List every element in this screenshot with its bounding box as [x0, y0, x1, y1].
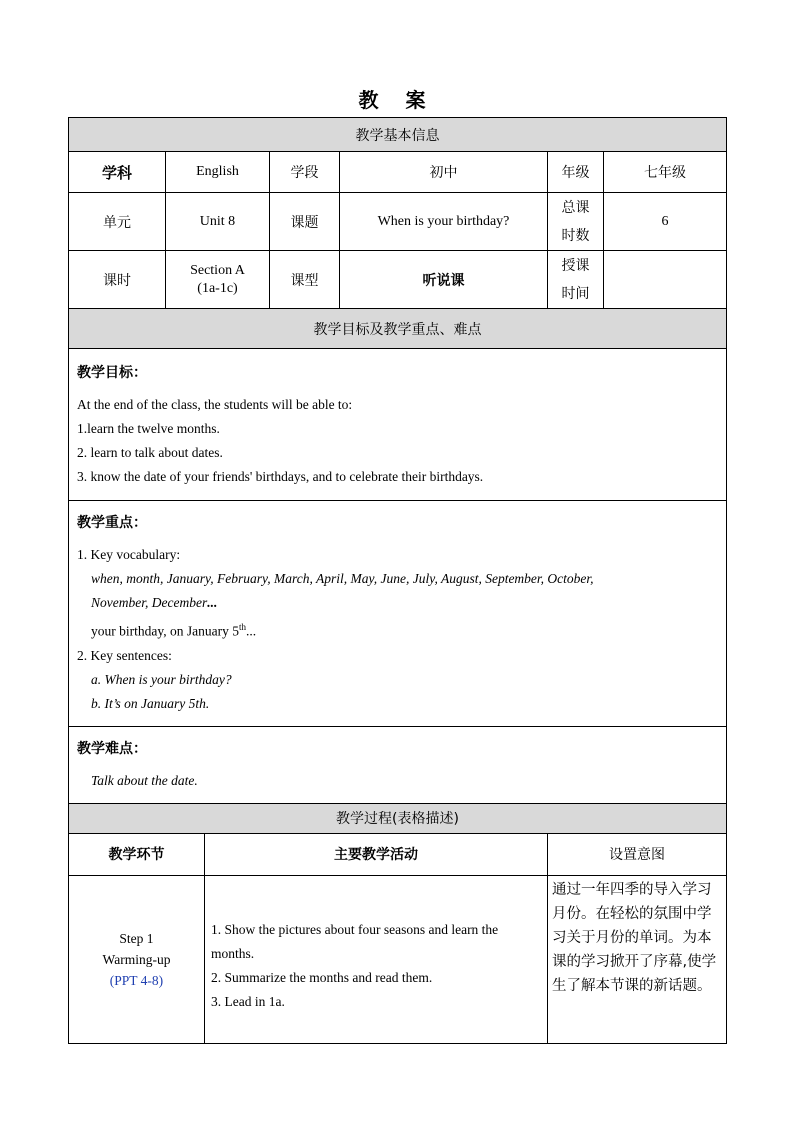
teach-time-label-line1: 授课 — [561, 257, 590, 274]
table-row — [69, 875, 727, 1043]
objectives-cell — [69, 349, 727, 501]
basic-info-header: 教学基本信息 — [69, 118, 727, 152]
total-hours-label-line1: 总课 — [561, 199, 590, 216]
lesson-value-line1: Section A — [190, 262, 245, 278]
col-step-header: 教学环节 — [69, 833, 205, 875]
key-vocab-line — [77, 615, 718, 644]
intent-cell — [548, 875, 727, 1043]
objectives-label: 教学目标： — [77, 365, 147, 381]
lesson-label: 课时 — [69, 251, 166, 309]
grade-label: 年级 — [548, 152, 604, 193]
activity-line: 2. Summarize the months and read them. — [211, 970, 433, 985]
subject-value: English — [166, 152, 270, 193]
teach-time-label — [548, 251, 604, 309]
step-number: Step 1 — [119, 930, 154, 946]
objective-line: At the end of the class, the students will be able to: — [77, 397, 353, 412]
goals-header: 教学目标及教学重点、难点 — [69, 309, 727, 349]
key-vocab-line: when, month, January, February, March, April, May, June, July, August, September, October, — [91, 571, 594, 586]
total-hours-label-line2: 时数 — [561, 227, 590, 244]
step-cell — [69, 875, 205, 1043]
key-vocab-line — [77, 591, 718, 615]
stage-label: 学段 — [270, 152, 340, 193]
difficulty-label: 教学难点： — [77, 740, 147, 757]
unit-value: Unit 8 — [166, 193, 270, 251]
key-vocab-ellipsis: ... — [245, 623, 257, 639]
subject-label: 学科 — [69, 152, 166, 193]
total-hours-label — [548, 193, 604, 251]
key-sentence: b. It’s on January 5th. — [91, 695, 210, 711]
objective-line: 2. learn to talk about dates. — [77, 445, 223, 460]
document-title: 教 案 — [358, 88, 436, 112]
teach-time-value — [604, 251, 727, 309]
objective-line: 3. know the date of your friends' birthdays, and to celebrate their birthdays. — [77, 469, 484, 484]
activity-line: 1. Show the pictures about four seasons and learn the months. — [211, 922, 499, 961]
key-vocab-superscript: th — [238, 622, 246, 632]
lesson-plan-table — [68, 117, 727, 1044]
total-hours-value: 6 — [604, 193, 727, 251]
unit-label: 单元 — [69, 193, 166, 251]
intent-text: 通过一年四季的导入学习月份。在轻松的氛围中学习关于月份的单词。为本课的学习掀开了序幕,使学生了解本节课的新话题。 — [552, 881, 717, 994]
key-sentences-title: 2. Key sentences: — [77, 647, 172, 663]
objective-line: 1.learn the twelve months. — [77, 421, 220, 436]
key-vocab-text: your birthday, on January 5 — [91, 623, 239, 639]
lesson-type-value: 听说课 — [340, 251, 548, 309]
key-sentence: a. When is your birthday? — [91, 671, 232, 687]
lesson-value — [166, 251, 270, 309]
activity-line: 3. Lead in 1a. — [211, 994, 285, 1009]
difficulty-cell — [69, 726, 727, 803]
teach-time-label-line2: 时间 — [561, 285, 590, 302]
key-points-cell — [69, 501, 727, 727]
key-points-label: 教学重点： — [77, 515, 147, 531]
activity-cell — [205, 875, 548, 1043]
process-header: 教学过程(表格描述) — [69, 803, 727, 833]
step-name: Warming-up — [102, 951, 171, 967]
key-vocab-ellipsis: ... — [207, 595, 218, 610]
difficulty-text: Talk about the date. — [91, 772, 198, 788]
grade-value: 七年级 — [604, 152, 727, 193]
topic-value: When is your birthday? — [340, 193, 548, 251]
lesson-value-line2: (1a-1c) — [197, 280, 238, 296]
col-intent-header: 设置意图 — [548, 833, 727, 875]
key-vocab-text: November, December — [91, 595, 208, 610]
step-ppt-ref: (PPT 4-8) — [109, 972, 164, 988]
stage-value: 初中 — [340, 152, 548, 193]
lesson-type-label: 课型 — [270, 251, 340, 309]
topic-label: 课题 — [270, 193, 340, 251]
key-vocab-title: 1. Key vocabulary: — [77, 547, 181, 562]
col-activity-header: 主要教学活动 — [205, 833, 548, 875]
